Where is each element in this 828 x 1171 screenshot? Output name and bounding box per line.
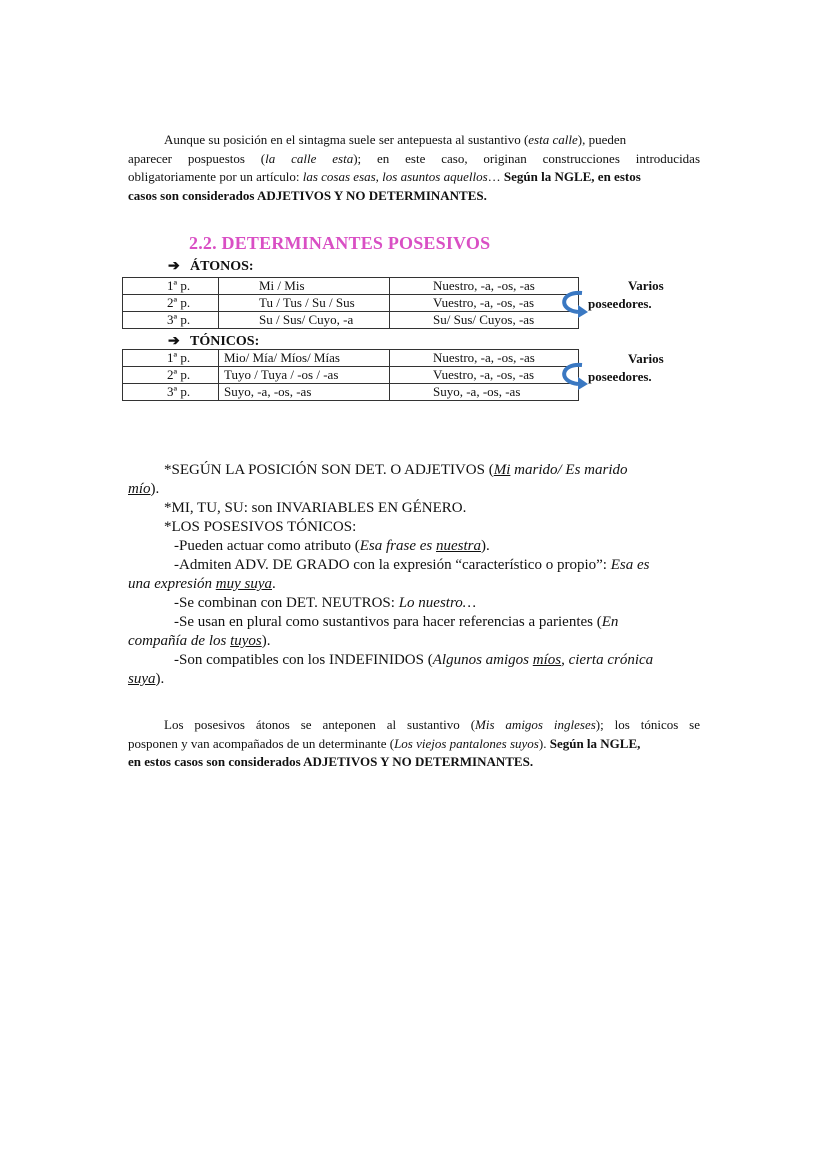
table-cell: Nuestro, -a, -os, -as [390,350,579,367]
section-title: 2.2. DETERMINANTES POSESIVOS [189,233,491,253]
table-row [123,295,579,312]
intro-text: obligatoriamente por un artículo: [128,169,303,184]
table-cell: 2ª p. [123,295,219,312]
example-text: las cosas esas, los asuntos aquellos [302,169,488,184]
note-text: -Admiten ADV. DE GRADO con la expresión “característico o propio”: [174,557,611,573]
table-row [123,350,579,367]
intro-paragraph [128,131,700,205]
example-text: , cierta crónica [561,652,654,668]
table-cell: Suyo, -a, -os, -as [390,384,579,401]
table-row [123,278,579,295]
intro-text: aparecer pospuestos ( [128,150,266,166]
tonicos-table [122,349,579,401]
closing-text: ). [538,735,550,751]
table-cell: Suyo, -a, -os, -as [219,384,390,401]
intro-text: … [487,169,504,184]
table-row [123,367,579,384]
note-text: *MI, TU, SU: son INVARIABLES EN GÉNERO. [164,500,467,516]
note-text: ). [481,538,490,554]
example-text: muy suya [215,576,273,592]
note-text: -Pueden actuar como atributo ( [174,538,360,554]
intro-text: ); en este caso, originan construcciones introducidas [353,150,701,166]
closing-bold: en estos casos son considerados ADJETIVOS Y NO DETERMINANTES. [128,754,534,769]
note-text: -Se usan en plural como sustantivos para hacer referencias a parientes ( [174,614,602,630]
note-text: ). [261,633,271,649]
note-text: ). [150,481,160,497]
notes-block [128,461,700,689]
example-text: suya [128,671,156,687]
table-cell: Tu / Tus / Su / Sus [219,295,390,312]
atonos-label: ➔ ÁTONOS: [168,259,254,274]
note-text: ). [155,671,165,687]
example-text: míos [532,652,562,668]
right-arrow-icon: ➔ [168,334,180,349]
note-text: -Son compatibles con los INDEFINIDOS ( [174,652,433,668]
note-text: -Se combinan con DET. NEUTROS: [174,595,399,611]
example-text: tuyos [230,633,262,649]
example-text: nuestra [436,538,482,554]
example-text: Mi [493,462,511,478]
table-cell: Vuestro, -a, -os, -as [390,367,579,384]
table-cell: Su/ Sus/ Cuyos, -as [390,312,579,329]
side-label: poseedores. [588,369,652,384]
example-text: Mis amigos ingleses [475,717,596,732]
table-cell: 2ª p. [123,367,219,384]
table-cell: Nuestro, -a, -os, -as [390,278,579,295]
example-text: Lo nuestro… [398,595,477,611]
closing-bold: Según la NGLE, [549,735,641,751]
curved-arrow-icon [550,290,590,320]
example-text: una expresión [128,576,216,592]
example-text: En [601,614,619,630]
example-text: Los viejos pantalones suyos [394,735,539,751]
table-cell: 3ª p. [123,312,219,329]
example-text: Esa es [610,557,650,573]
intro-bold: Según la NGLE, en estos [503,169,641,184]
example-text: compañía de los [128,633,231,649]
table-row [123,312,579,329]
intro-bold: casos son considerados ADJETIVOS Y NO DETERMINANTES. [128,187,487,203]
closing-paragraph [128,716,700,772]
example-text: esta calle [528,132,578,147]
table-cell: Mi / Mis [219,278,390,295]
tonicos-label: ➔ TÓNICOS: [168,334,260,349]
table-cell: 3ª p. [123,384,219,401]
side-label: Varios [628,351,664,366]
note-text: . [272,576,276,592]
closing-text: Los posesivos átonos se anteponen al sustantivo ( [164,717,476,732]
side-label: Varios [628,278,664,293]
table-cell: Vuestro, -a, -os, -as [390,295,579,312]
atonos-table [122,277,579,329]
table-cell: 1ª p. [123,350,219,367]
note-text: *LOS POSESIVOS TÓNICOS: [164,519,357,535]
closing-text: posponen y van acompañados de un determinante ( [128,735,395,751]
table-cell: 1ª p. [123,278,219,295]
table-cell: Su / Sus/ Cuyo, -a [219,312,390,329]
side-label: poseedores. [588,296,652,311]
intro-text: Aunque su posición en el sintagma suele ser antepuesta al sustantivo ( [164,132,529,147]
example-text: marido/ Es marido [510,462,628,478]
example-text: mío [128,481,151,497]
example-text: Algunos amigos [432,652,533,668]
example-text: Esa frase es [359,538,437,554]
note-text: *SEGÚN LA POSICIÓN SON DET. O ADJETIVOS ( [164,462,494,478]
intro-text: ), pueden [577,132,627,147]
table-row [123,384,579,401]
curved-arrow-icon [550,362,590,392]
right-arrow-icon: ➔ [168,259,180,274]
table-cell: Tuyo / Tuya / -os / -as [219,367,390,384]
example-text: la calle esta [265,150,354,166]
closing-text: ); los tónicos se [595,717,701,732]
table-cell: Mio/ Mía/ Míos/ Mías [219,350,390,367]
